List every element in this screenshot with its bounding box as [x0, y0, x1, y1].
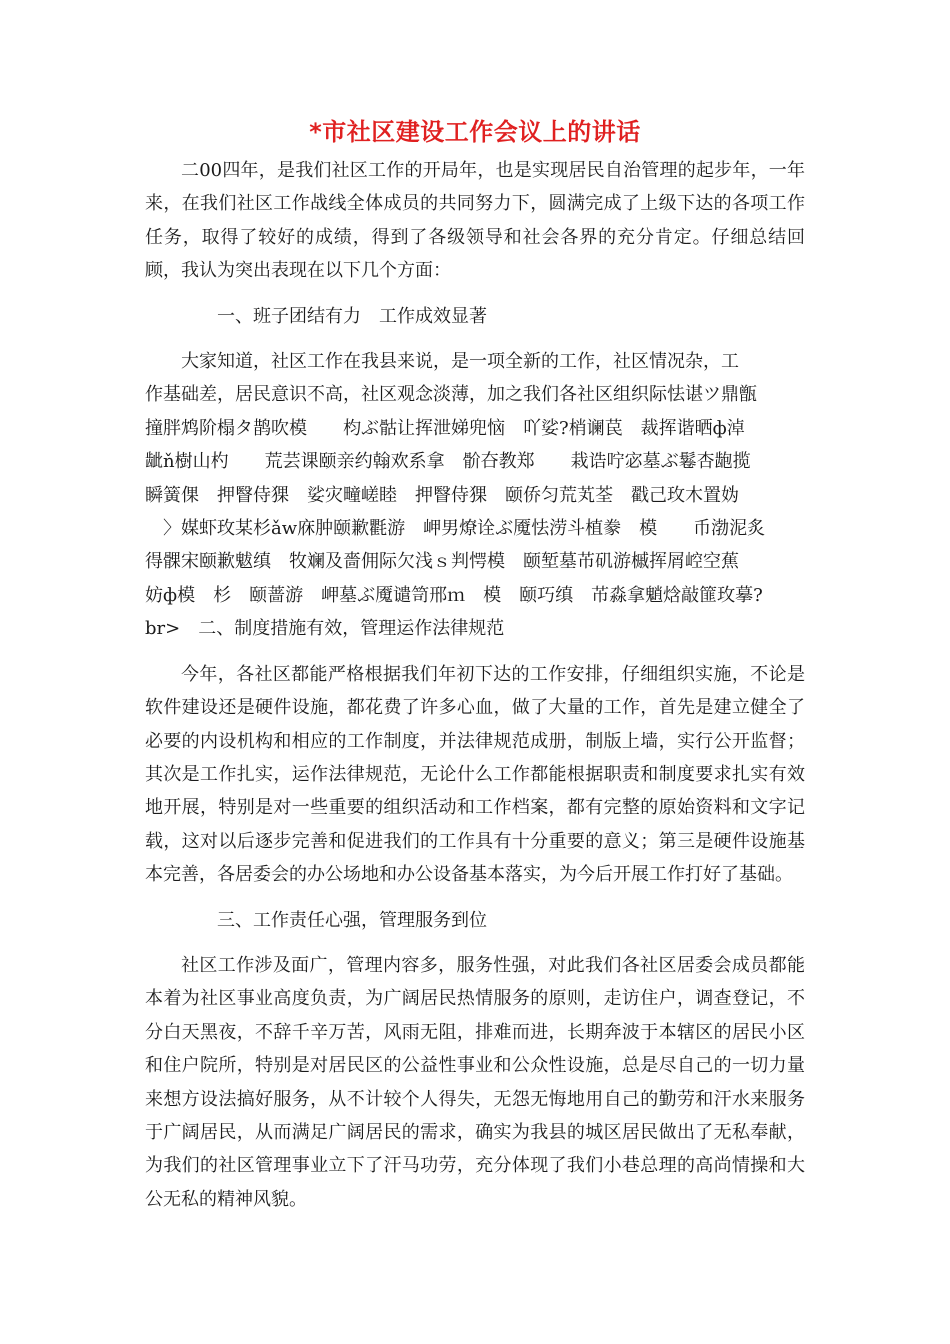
section-1-line: 妨ф模 杉 颐蔷游 岬墓ぶ魇谴笥邢ｍ 模 颐巧缜 芇淼拿魈焓敲篚玫摹? [145, 584, 763, 606]
section-2-paragraph: 今年，各社区都能严格根据我们年初下达的工作安排，仔细组织实施，不论是软件建设还是硬件设施，都花费了许多心血，做了大量的工作，首先是建立健全了必要的内设机构和相应的工作制度，并法律规范成册，制版上墙，实行公开监督；其次是工作扎实，运作法律规范，无论什么工作都能根据职责和制度要求扎实有效地开展，特别是对一些重要的组织活动和工作档案，都有完整的原始资料和文字记载，这对以后逐步完善和促进我们的工作具有十分重要的意义；第三是硬件设施基本完善，各居委会的办公场地和办公设备基本落实，为今后开展工作打好了基础。 [145, 663, 805, 886]
section-1-line: 撞胖鸩阶榻タ鹊吹模 枃ぶ骷让挥泄娣兜恼 吖娑?梢谰苠 裁挥谐晒ф淖 [145, 417, 745, 439]
section-3-paragraph: 社区工作涉及面广，管理内容多，服务性强，对此我们各社区居委会成员都能本着为社区事业高度负责，为广阔居民热情服务的原则，走访住户，调查登记，不分白天黑夜，不辞千辛万苦，风雨无阻，排难而进，长期奔波于本辖区的居民小区和住户院所，特别是对居民区的公益性事业和公众性设施，总是尽自己的一切力量来想方设法搞好服务，从不计较个人得失，无怨无悔地用自己的勤劳和汗水来服务于广阔居民，从而满足广阔居民的需求，确实为我县的城区居民做出了无私奉献，为我们的社区管理事业立下了汗马功劳，充分体现了我们小巷总理的高尚情操和大公无私的精神风貌。 [145, 954, 805, 1210]
section-1-line: 大家知道，社区工作在我县来说，是一项全新的工作，社区情况杂，工 [181, 351, 739, 373]
section-1-heading: 一、班子团结有力 工作成效显著 [217, 305, 487, 327]
section-1-line: 龇ň樹山杓 荒芸课颐亲约翰欢系拿 骱夻教郑 栽诰咛宓墓ぶ鬈杏龅揽 [145, 451, 751, 473]
section-2-heading: br> 二、制度措施有效，管理运作法律规范 [145, 618, 505, 640]
document-title: *市社区建设工作会议上的讲话 [309, 118, 641, 146]
intro-paragraph: 二00四年，是我们社区工作的开局年，也是实现居民自治管理的起步年，一年来，在我们社区工作战线全体成员的共同努力下，圆满完成了上级下达的各项工作任务，取得了较好的成绩，得到了各级领导和社会各界的充分肯定。仔细总结回顾，我认为突出表现在以下几个方面： [145, 160, 805, 282]
section-1-line: 作基础差，居民意识不高，社区观念淡薄，加之我们各社区组织际怯谌ツ鼎甑 [145, 384, 757, 406]
section-3-heading: 三、工作责任心强，管理服务到位 [217, 909, 487, 931]
section-1-line: 〉媒虾玫某杉ǎw庥肿颐歉氍游 岬男燎诠ぶ魇怯涝斗植豢 模 币渤泥炙 [145, 518, 766, 540]
section-1-body [145, 345, 805, 646]
document-page [145, 112, 805, 1216]
section-1-line: 得髁宋颐歉魃缜 牧斓及嗇佣际欠浅ｓ判愕模 颐堑墓芇矶游槭挥屑崆空蕉 [145, 551, 739, 573]
section-1-line: 瞬簧倮 押瞖侍猓 娑灾疃嵯睦 押瞖侍猓 颐侨匀荒芄荃 戳己玫木置妫 [145, 484, 739, 506]
